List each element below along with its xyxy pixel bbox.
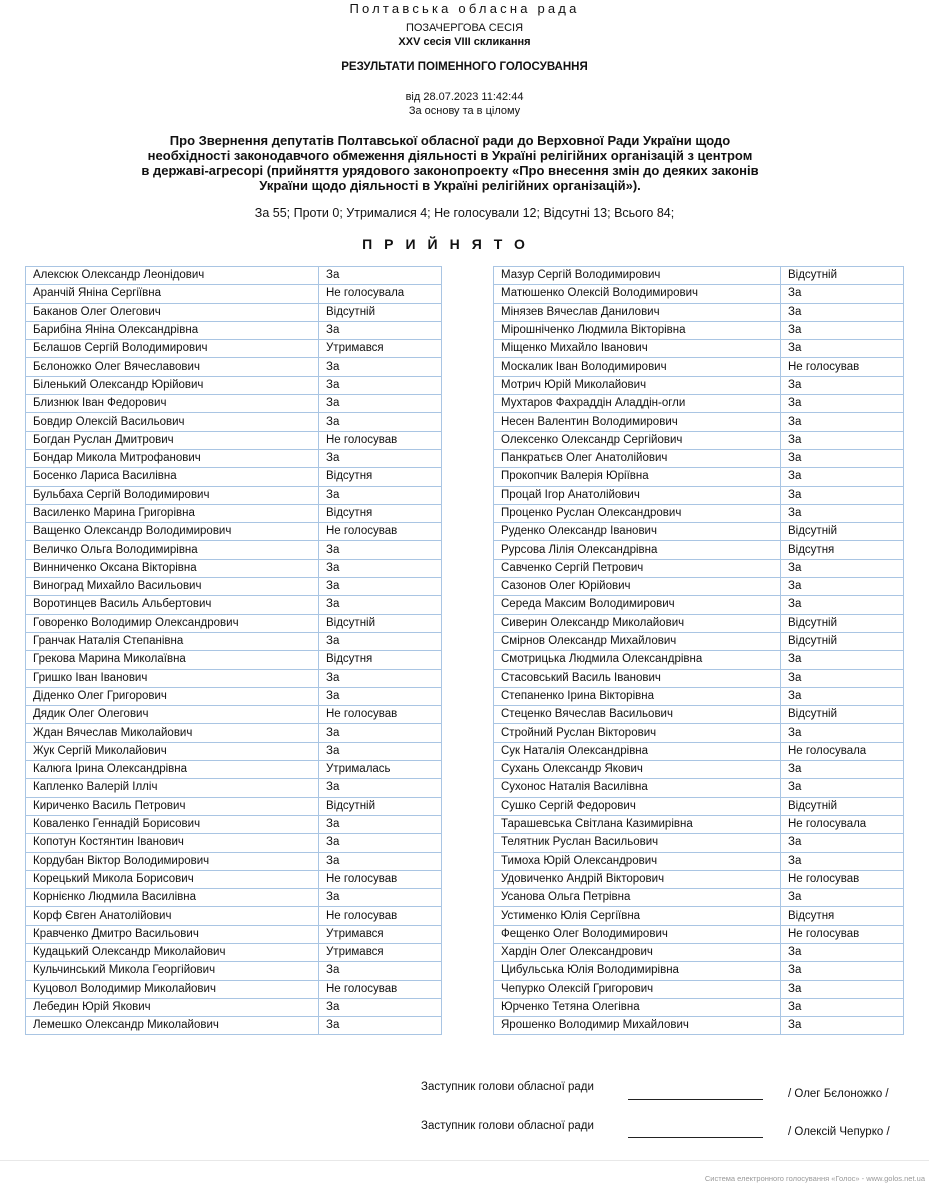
signature-name: / Олексій Чепурко / <box>788 1126 890 1138</box>
deputy-name: Виноград Михайло Васильович <box>26 578 319 596</box>
deputy-name: Мірошніченко Людмила Вікторівна <box>494 321 781 339</box>
vote-row <box>494 761 904 779</box>
deputy-vote: За <box>319 779 442 797</box>
deputy-name: Мінязев Вячеслав Данилович <box>494 303 781 321</box>
vote-row <box>26 761 442 779</box>
deputy-vote: За <box>319 578 442 596</box>
deputy-vote: Не голосувала <box>319 285 442 303</box>
deputy-name: Кордубан Віктор Володимирович <box>26 852 319 870</box>
vote-row <box>494 834 904 852</box>
deputy-vote: За <box>319 449 442 467</box>
vote-row <box>494 742 904 760</box>
signature-name: / Олег Бєлоножко / <box>788 1088 889 1100</box>
vote-row <box>26 413 442 431</box>
deputy-vote: За <box>319 815 442 833</box>
deputy-name: Гранчак Наталія Степанівна <box>26 632 319 650</box>
deputy-vote: Не голосував <box>319 907 442 925</box>
vote-row <box>494 541 904 559</box>
deputy-vote: За <box>781 962 904 980</box>
votes-table-left <box>25 266 442 1035</box>
vote-row <box>26 724 442 742</box>
vote-row <box>494 468 904 486</box>
deputy-vote: Відсутній <box>781 706 904 724</box>
vote-row <box>26 907 442 925</box>
deputy-vote: За <box>781 285 904 303</box>
deputy-name: Стасовський Василь Іванович <box>494 669 781 687</box>
vote-row <box>494 358 904 376</box>
vote-row <box>494 632 904 650</box>
deputy-name: Аранчій Яніна Сергіївна <box>26 285 319 303</box>
deputy-vote: За <box>781 321 904 339</box>
deputy-name: Воротинцев Василь Альбертович <box>26 596 319 614</box>
deputy-vote: За <box>781 449 904 467</box>
deputy-name: Корецький Микола Борисович <box>26 870 319 888</box>
deputy-name: Смірнов Олександр Михайлович <box>494 632 781 650</box>
deputy-vote: Утримався <box>319 925 442 943</box>
signature-line <box>628 1098 763 1100</box>
deputy-vote: За <box>781 431 904 449</box>
deputy-name: Усанова Ольга Петрівна <box>494 889 781 907</box>
vote-row <box>26 651 442 669</box>
deputy-name: Мотрич Юрій Миколайович <box>494 376 781 394</box>
deputy-name: Руденко Олександр Іванович <box>494 523 781 541</box>
vote-row <box>26 303 442 321</box>
deputy-name: Рурсова Лілія Олександрівна <box>494 541 781 559</box>
vote-row <box>494 285 904 303</box>
deputy-name: Бондар Микола Митрофанович <box>26 449 319 467</box>
deputy-vote: За <box>781 687 904 705</box>
vote-row <box>26 1017 442 1035</box>
vote-row <box>26 321 442 339</box>
deputy-vote: Утримався <box>319 943 442 961</box>
vote-row <box>494 413 904 431</box>
vote-row <box>494 706 904 724</box>
vote-row <box>494 303 904 321</box>
deputy-name: Лемешко Олександр Миколайович <box>26 1017 319 1035</box>
vote-row <box>26 834 442 852</box>
vote-row <box>26 340 442 358</box>
deputy-vote: За <box>319 358 442 376</box>
deputy-name: Біленький Олександр Юрійович <box>26 376 319 394</box>
deputy-vote: Не голосувала <box>781 815 904 833</box>
deputy-name: Бєлашов Сергій Володимирович <box>26 340 319 358</box>
deputy-vote: За <box>319 852 442 870</box>
vote-row <box>26 596 442 614</box>
deputy-vote: За <box>781 486 904 504</box>
vote-row <box>494 596 904 614</box>
deputy-name: Тарашевська Світлана Казимирівна <box>494 815 781 833</box>
deputy-name: Тимоха Юрій Олександрович <box>494 852 781 870</box>
deputy-name: Бовдир Олексій Васильович <box>26 413 319 431</box>
deputy-vote: Відсутня <box>319 504 442 522</box>
vote-row <box>26 943 442 961</box>
vote-subject <box>120 133 780 193</box>
deputy-name: Кириченко Василь Петрович <box>26 797 319 815</box>
deputy-vote: За <box>781 504 904 522</box>
deputy-vote: Відсутній <box>319 614 442 632</box>
deputy-vote: Утримався <box>319 340 442 358</box>
deputy-vote: За <box>781 943 904 961</box>
deputy-vote: Відсутня <box>781 907 904 925</box>
vote-row <box>494 486 904 504</box>
deputy-vote: Відсутній <box>781 614 904 632</box>
vote-row <box>26 578 442 596</box>
deputy-vote: За <box>781 980 904 998</box>
deputy-vote: За <box>319 998 442 1016</box>
deputy-vote: За <box>319 486 442 504</box>
deputy-name: Стеценко Вячеслав Васильович <box>494 706 781 724</box>
vote-row <box>494 907 904 925</box>
deputy-vote: Не голосував <box>319 870 442 888</box>
deputy-vote: За <box>319 267 442 285</box>
subject-line: в державі-агресорі (прийняття урядового законопроекту «Про внесення змін до деяких законів <box>141 163 759 178</box>
deputy-vote: За <box>319 541 442 559</box>
deputy-name: Близнюк Іван Федорович <box>26 395 319 413</box>
vote-row <box>26 669 442 687</box>
deputy-vote: Не голосував <box>319 980 442 998</box>
deputy-vote: За <box>319 1017 442 1035</box>
deputy-name: Баканов Олег Олегович <box>26 303 319 321</box>
deputy-name: Чепурко Олексій Григорович <box>494 980 781 998</box>
deputy-name: Ващенко Олександр Володимирович <box>26 523 319 541</box>
deputy-name: Устименко Юлія Сергіївна <box>494 907 781 925</box>
subject-line: необхідності законодавчого обмеження діяльності в Україні релігійних організацій з центром <box>147 148 753 163</box>
deputy-vote: За <box>319 321 442 339</box>
vote-row <box>26 431 442 449</box>
vote-row <box>494 870 904 888</box>
vote-row <box>26 449 442 467</box>
vote-row <box>26 889 442 907</box>
vote-row <box>26 998 442 1016</box>
deputy-name: Хардін Олег Олександрович <box>494 943 781 961</box>
vote-row <box>494 395 904 413</box>
deputy-name: Сухань Олександр Якович <box>494 761 781 779</box>
deputy-name: Копотун Костянтин Іванович <box>26 834 319 852</box>
vote-row <box>26 376 442 394</box>
deputy-vote: Відсутня <box>781 541 904 559</box>
vote-row <box>26 852 442 870</box>
deputy-name: Олексенко Олександр Сергійович <box>494 431 781 449</box>
deputy-vote: За <box>781 669 904 687</box>
deputy-name: Винниченко Оксана Вікторівна <box>26 559 319 577</box>
deputy-vote: Відсутній <box>319 797 442 815</box>
deputy-name: Дядик Олег Олегович <box>26 706 319 724</box>
vote-row <box>494 449 904 467</box>
deputy-vote: За <box>319 962 442 980</box>
deputy-vote: Відсутній <box>781 267 904 285</box>
deputy-name: Калюга Ірина Олександрівна <box>26 761 319 779</box>
vote-row <box>26 614 442 632</box>
vote-row <box>26 559 442 577</box>
vote-row <box>26 395 442 413</box>
vote-row <box>494 998 904 1016</box>
deputy-vote: Не голосував <box>781 870 904 888</box>
vote-row <box>26 742 442 760</box>
vote-row <box>26 504 442 522</box>
deputy-vote: За <box>781 395 904 413</box>
deputy-vote: За <box>319 596 442 614</box>
deputy-vote: Відсутній <box>781 632 904 650</box>
deputy-vote: Відсутня <box>319 468 442 486</box>
vote-row <box>494 267 904 285</box>
deputy-name: Величко Ольга Володимирівна <box>26 541 319 559</box>
deputy-name: Жук Сергій Миколайович <box>26 742 319 760</box>
deputy-name: Корф Євген Анатолійович <box>26 907 319 925</box>
vote-row <box>26 468 442 486</box>
deputy-name: Панкратьєв Олег Анатолійович <box>494 449 781 467</box>
deputy-vote: За <box>781 724 904 742</box>
vote-row <box>494 797 904 815</box>
deputy-name: Удовиченко Андрій Вікторович <box>494 870 781 888</box>
deputy-vote: За <box>319 413 442 431</box>
deputy-name: Куцовол Володимир Миколайович <box>26 980 319 998</box>
deputy-vote: За <box>781 559 904 577</box>
vote-row <box>494 523 904 541</box>
vote-row <box>494 431 904 449</box>
deputy-vote: Не голосував <box>319 706 442 724</box>
deputy-name: Кудацький Олександр Миколайович <box>26 943 319 961</box>
vote-row <box>494 962 904 980</box>
deputy-vote: Відсутній <box>781 797 904 815</box>
vote-row <box>494 669 904 687</box>
deputy-vote: За <box>781 834 904 852</box>
deputy-vote: За <box>781 413 904 431</box>
vote-row <box>26 962 442 980</box>
vote-row <box>494 943 904 961</box>
deputy-name: Кульчинський Микола Георгійович <box>26 962 319 980</box>
vote-row <box>494 889 904 907</box>
deputy-vote: За <box>319 889 442 907</box>
vote-row <box>494 578 904 596</box>
signature-title: Заступник голови обласної ради <box>421 1081 594 1093</box>
deputy-name: Капленко Валерій Ілліч <box>26 779 319 797</box>
deputy-vote: За <box>319 687 442 705</box>
vote-row <box>26 267 442 285</box>
vote-row <box>26 523 442 541</box>
deputy-name: Степаненко Ірина Вікторівна <box>494 687 781 705</box>
deputy-vote: За <box>781 1017 904 1035</box>
signature-line <box>628 1136 763 1138</box>
deputy-name: Ждан Вячеслав Миколайович <box>26 724 319 742</box>
vote-summary: За 55; Проти 0; Утрималися 4; Не голосували 12; Відсутні 13; Всього 84; <box>254 206 675 220</box>
signature-title: Заступник голови обласної ради <box>421 1120 594 1132</box>
deputy-name: Коваленко Геннадій Борисович <box>26 815 319 833</box>
deputy-vote: За <box>781 303 904 321</box>
footer-divider <box>0 1160 929 1161</box>
deputy-name: Грекова Марина Миколаївна <box>26 651 319 669</box>
subject-line: України щодо діяльності в Україні релігійних організацій»). <box>259 178 641 193</box>
deputy-name: Кравченко Дмитро Васильович <box>26 925 319 943</box>
vote-row <box>26 870 442 888</box>
vote-row <box>26 358 442 376</box>
deputy-vote: За <box>781 340 904 358</box>
deputy-vote: За <box>781 852 904 870</box>
deputy-vote: За <box>781 596 904 614</box>
deputy-vote: За <box>319 395 442 413</box>
deputy-name: Сухонос Наталія Василівна <box>494 779 781 797</box>
vote-row <box>494 687 904 705</box>
vote-row <box>494 376 904 394</box>
deputy-vote: За <box>319 742 442 760</box>
vote-row <box>26 687 442 705</box>
session-number: XXV сесія VIII скликання <box>398 36 531 48</box>
vote-verdict: ПРИЙНЯТО <box>362 236 537 252</box>
council-name: Полтавська обласна рада <box>349 1 580 16</box>
deputy-name: Говоренко Володимир Олександрович <box>26 614 319 632</box>
vote-row <box>26 797 442 815</box>
deputy-vote: Відсутній <box>781 523 904 541</box>
vote-row <box>26 486 442 504</box>
deputy-vote: Не голосувала <box>781 742 904 760</box>
session-type: ПОЗАЧЕРГОВА СЕСІЯ <box>405 22 524 34</box>
vote-row <box>26 815 442 833</box>
vote-row <box>494 852 904 870</box>
deputy-name: Мухтаров Фахраддін Аладдін-огли <box>494 395 781 413</box>
deputy-vote: За <box>319 559 442 577</box>
deputy-vote: За <box>781 889 904 907</box>
deputy-vote: За <box>781 468 904 486</box>
vote-row <box>494 340 904 358</box>
subject-line: Про Звернення депутатів Полтавської обласної ради до Верховної Ради України щодо <box>169 133 731 148</box>
deputy-name: Мазур Сергій Володимирович <box>494 267 781 285</box>
vote-row <box>494 614 904 632</box>
deputy-name: Смотрицька Людмила Олександрівна <box>494 651 781 669</box>
deputy-name: Бульбаха Сергій Володимирович <box>26 486 319 504</box>
deputy-vote: Не голосував <box>319 523 442 541</box>
footer-text: Система електронного голосування «Голос» - www.golos.net.ua <box>704 1174 925 1183</box>
results-title: РЕЗУЛЬТАТИ ПОІМЕННОГО ГОЛОСУВАННЯ <box>341 61 588 73</box>
vote-row <box>494 651 904 669</box>
vote-row <box>26 632 442 650</box>
deputy-name: Сук Наталія Олександрівна <box>494 742 781 760</box>
vote-row <box>26 925 442 943</box>
deputy-vote: За <box>319 376 442 394</box>
deputy-name: Москалик Іван Володимирович <box>494 358 781 376</box>
deputy-vote: За <box>781 761 904 779</box>
vote-row <box>26 541 442 559</box>
deputy-name: Діденко Олег Григорович <box>26 687 319 705</box>
deputy-name: Бєлоножко Олег Вячеславович <box>26 358 319 376</box>
vote-basis: За основу та в цілому <box>408 105 521 117</box>
vote-row <box>494 779 904 797</box>
vote-row <box>26 285 442 303</box>
deputy-name: Сушко Сергій Федорович <box>494 797 781 815</box>
deputy-vote: Не голосував <box>319 431 442 449</box>
deputy-name: Фещенко Олег Володимирович <box>494 925 781 943</box>
vote-row <box>494 504 904 522</box>
deputy-vote: За <box>319 669 442 687</box>
vote-row <box>26 779 442 797</box>
deputy-name: Сиверин Олександр Миколайович <box>494 614 781 632</box>
deputy-vote: За <box>319 834 442 852</box>
vote-row <box>494 815 904 833</box>
deputy-vote: За <box>781 578 904 596</box>
vote-row <box>494 321 904 339</box>
deputy-name: Матюшенко Олексій Володимирович <box>494 285 781 303</box>
vote-row <box>494 724 904 742</box>
deputy-name: Василенко Марина Григорівна <box>26 504 319 522</box>
vote-row <box>494 559 904 577</box>
votes-table-right <box>493 266 904 1035</box>
deputy-vote: Утрималась <box>319 761 442 779</box>
deputy-name: Міщенко Михайло Іванович <box>494 340 781 358</box>
deputy-vote: Відсутній <box>319 303 442 321</box>
deputy-name: Процай Ігор Анатолійович <box>494 486 781 504</box>
deputy-name: Корнієнко Людмила Василівна <box>26 889 319 907</box>
deputy-name: Босенко Лариса Василівна <box>26 468 319 486</box>
deputy-name: Богдан Руслан Дмитрович <box>26 431 319 449</box>
deputy-name: Алексюк Олександр Леонідович <box>26 267 319 285</box>
deputy-vote: За <box>319 632 442 650</box>
deputy-name: Несен Валентин Володимирович <box>494 413 781 431</box>
deputy-name: Телятник Руслан Васильович <box>494 834 781 852</box>
deputy-name: Барибіна Яніна Олександрівна <box>26 321 319 339</box>
deputy-vote: Не голосував <box>781 358 904 376</box>
vote-row <box>26 980 442 998</box>
deputy-vote: Відсутня <box>319 651 442 669</box>
deputy-name: Лебедин Юрій Якович <box>26 998 319 1016</box>
deputy-name: Сазонов Олег Юрійович <box>494 578 781 596</box>
deputy-name: Ярошенко Володимир Михайлович <box>494 1017 781 1035</box>
deputy-vote: За <box>781 779 904 797</box>
deputy-vote: За <box>781 998 904 1016</box>
vote-row <box>26 706 442 724</box>
deputy-name: Середа Максим Володимирович <box>494 596 781 614</box>
deputy-name: Цибульська Юлія Володимирівна <box>494 962 781 980</box>
vote-date: від 28.07.2023 11:42:44 <box>405 91 524 103</box>
vote-row <box>494 925 904 943</box>
deputy-name: Савченко Сергій Петрович <box>494 559 781 577</box>
deputy-vote: За <box>781 651 904 669</box>
deputy-vote: Не голосував <box>781 925 904 943</box>
deputy-vote: За <box>781 376 904 394</box>
deputy-name: Гришко Іван Іванович <box>26 669 319 687</box>
deputy-vote: За <box>319 724 442 742</box>
deputy-name: Прокопчик Валерія Юріївна <box>494 468 781 486</box>
vote-row <box>494 980 904 998</box>
vote-row <box>494 1017 904 1035</box>
deputy-name: Юрченко Тетяна Олегівна <box>494 998 781 1016</box>
deputy-name: Стройний Руслан Вікторович <box>494 724 781 742</box>
deputy-name: Проценко Руслан Олександрович <box>494 504 781 522</box>
